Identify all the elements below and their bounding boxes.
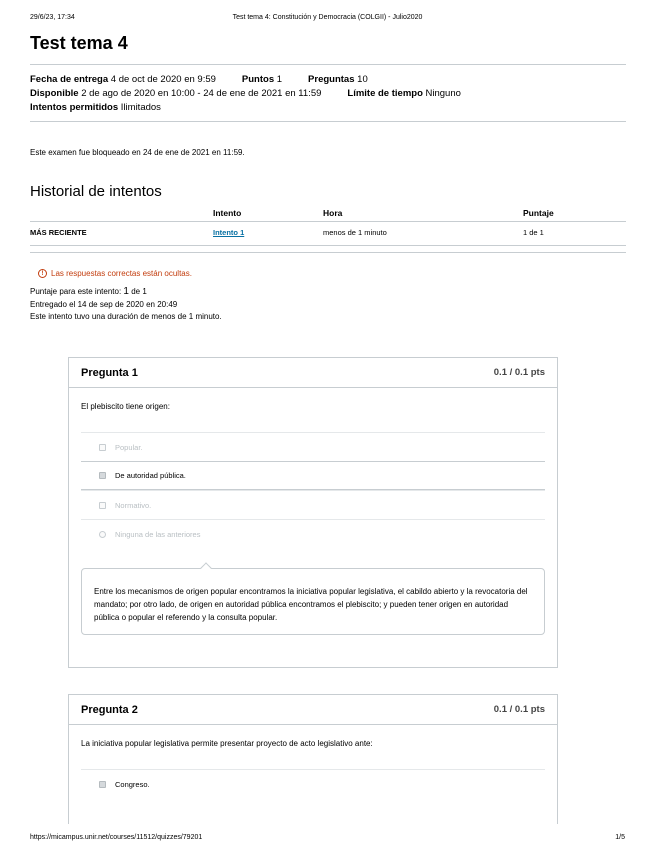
question-card [68,357,558,668]
locked-message: Este examen fue bloqueado en 24 de ene de 2021 en 11:59. [30,148,245,157]
print-url: https://micampus.unir.net/courses/11512/quizzes/79201 [30,834,203,841]
column-header: Intento [213,206,323,222]
score-value: 1 [123,286,129,297]
answer-list [81,432,545,548]
answer-option[interactable] [81,490,545,519]
checkbox-icon [99,502,106,509]
divider [30,252,626,253]
points-value: 1 [276,74,283,85]
attempt-link[interactable]: Intento 1 [213,228,245,237]
column-header [30,206,213,222]
question-points: 0.1 / 0.1 pts [493,704,545,715]
question-title: Pregunta 2 [81,704,138,716]
available-label: Disponible [30,88,79,99]
print-date: 29/6/23, 17:34 [30,14,75,21]
checkbox-checked-icon [99,472,106,479]
available-value: 2 de ago de 2020 en 10:00 - 24 de ene de 2021 en 11:59 [81,88,322,99]
page-number: 1/5 [615,834,625,841]
question-header [69,358,557,388]
attempts-allowed-value: Ilimitados [120,102,161,113]
feedback-comment [81,568,545,635]
checkbox-icon [99,444,106,451]
details-row-3 [30,101,626,115]
answer-label: Popular. [115,442,143,452]
question-title: Pregunta 1 [81,367,138,379]
quiz-details [30,64,626,122]
column-header: Puntaje [523,206,626,222]
due-label: Fecha de entrega [30,74,109,85]
answer-option[interactable] [81,432,545,461]
submitted-line: Entregado el 14 de sep de 2020 en 20:49 [30,299,178,309]
table-row [30,222,626,246]
details-row-2 [30,87,626,101]
answer-label: Ninguna de las anteriores [115,529,201,539]
question-text: El plebiscito tiene origen: [81,402,170,411]
question-header [69,695,557,725]
question-text: La iniciativa popular legislativa permite presentar proyecto de acto legislativo ante: [81,739,373,748]
answer-list [81,769,545,798]
score-suffix: de 1 [131,287,147,296]
duration-line: Este intento tuvo una duración de menos de 1 minuto. [30,312,222,321]
quiz-content [30,33,626,324]
question-card [68,694,558,824]
page-title: Test tema 4 [30,33,128,53]
warning-icon: ! [38,269,47,278]
attempts-allowed-label: Intentos permitidos [30,102,119,113]
time-limit-label: Límite de tiempo [347,88,423,99]
answer-option-selected[interactable] [81,461,545,490]
answer-option-selected[interactable] [81,769,545,798]
history-title: Historial de intentos [30,183,162,200]
question-points: 0.1 / 0.1 pts [493,367,545,378]
details-row-1 [30,73,626,87]
answer-label: Congreso. [115,779,150,789]
answer-label: Normativo. [115,500,152,510]
due-value: 4 de oct de 2020 en 9:59 [110,74,216,85]
points-label: Puntos [241,74,275,85]
questions-value: 10 [357,74,368,85]
column-header: Hora [323,206,523,222]
attempt-score-line [30,286,626,299]
answer-option[interactable] [81,519,545,548]
score-label: Puntaje para este intento: [30,287,122,296]
comment-pointer [200,562,211,573]
feedback-text: Entre los mecanismos de origen popular encontramos la iniciativa popular legislativa, el cabildo abierto y la revocatoria del mandato; por otro lado, de origen en autoridad pública encontramos el plebiscito; y pueden tener origen en autoridad pública o popular el referendo y la consulta popular. [94,587,528,622]
time-limit-value: Ninguno [425,88,461,99]
checkbox-checked-icon [99,781,106,788]
attempts-table [30,206,626,246]
hidden-answers-notice [38,269,626,278]
attempt-time: menos de 1 minuto [323,222,523,246]
attempt-row-label: MÁS RECIENTE [30,222,213,246]
print-title: Test tema 4: Constitución y Democracia (COLGII) - Julio2020 [232,14,423,21]
attempt-info [30,286,626,324]
table-header-row [30,206,626,222]
answer-label: De autoridad pública. [115,471,186,480]
radio-icon [99,531,106,538]
hidden-answers-text: Las respuestas correctas están ocultas. [51,269,192,278]
questions-label: Preguntas [308,74,355,85]
attempt-score: 1 de 1 [523,222,626,246]
